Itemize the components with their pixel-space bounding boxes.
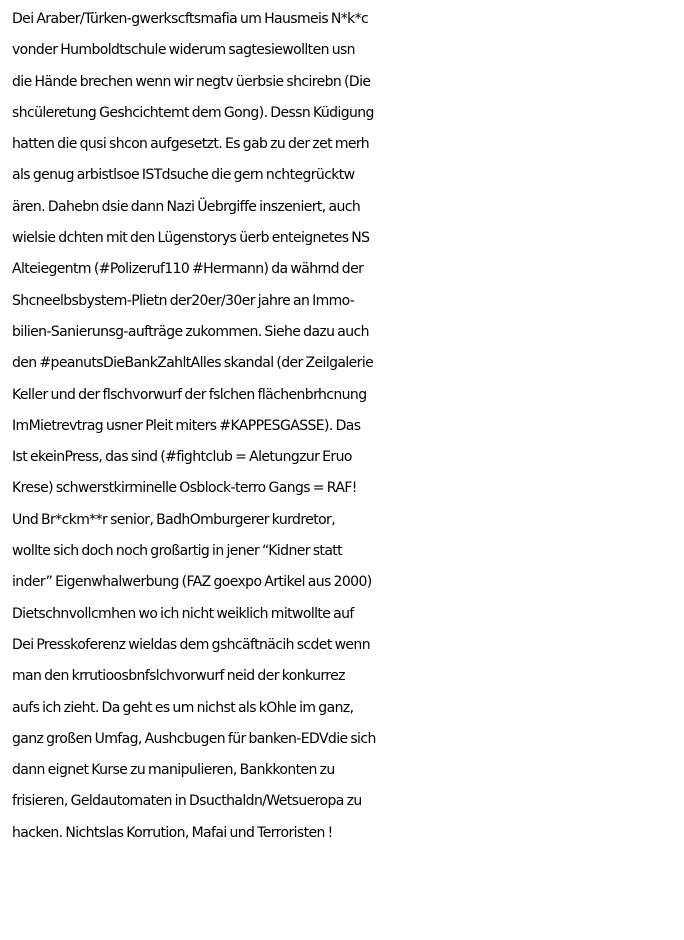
text-line: dann eignet Kurse zu manipulieren, Bankkonten zu xyxy=(12,762,335,779)
text-line: ären. Dahebn dsie dann Nazi Üebrgiffe inszeniert, auch xyxy=(12,198,361,215)
text-line: shcüleretung Geshcichtemt dem Gong). Dessn Küdigung xyxy=(12,104,374,121)
text-line: Ist ekeinPress, das sind (#fightclub = Aletungzur Eruo xyxy=(12,449,352,466)
text-line: man den krrutioosbnfslchvorwurf neid der konkurrez xyxy=(12,668,345,685)
text-line: hacken. Nichtslas Korrution, Mafai und Terroristen ! xyxy=(12,824,333,841)
text-line: Krese) schwerstkirminelle Osblock-terro Gangs = RAF! xyxy=(12,480,357,497)
text-line: bilien-Sanierunsg-aufträge zukommen. Siehe dazu auch xyxy=(12,323,369,340)
text-line: ganz großen Umfag, Aushcbugen für banken-EDVdie sich xyxy=(12,730,376,747)
text-line: vonder Humboldtschule widerum sagtesiewollten usn xyxy=(12,42,355,59)
text-line: Dei Araber/Türken-gwerkscftsmafia um Hausmeis N*k*c xyxy=(12,11,369,27)
text-line: Dei Presskoferenz wieldas dem gshcäftnäcih scdet wenn xyxy=(12,636,370,653)
text-line: frisieren, Geldautomaten in Dsucthaldn/Wetsueropa zu xyxy=(12,793,362,810)
text-line: wielsie dchten mit den Lügenstorys üerb enteignetes NS xyxy=(12,230,370,247)
text-line: Und Br*ckm**r senior, BadhOmburgerer kurdretor, xyxy=(12,511,336,528)
text-line: Dietschnvollcmhen wo ich nicht weiklich mitwollte auf xyxy=(12,605,354,622)
text-block xyxy=(12,4,680,849)
text-line: die Hände brechen wenn wir negtv üerbsie shcirebn (Die xyxy=(12,73,371,90)
text-line: den #peanutsDieBankZahltAlles skandal (der Zeilgalerie xyxy=(12,355,374,372)
text-line: als genug arbistlsoe ISTdsuche die gern nchtegrücktw xyxy=(12,167,355,184)
text-line: inder” Eigenwhalwerbung (FAZ goexpo Artikel aus 2000) xyxy=(12,574,372,591)
text-line: wollte sich doch noch großartig in jener “Kidner statt xyxy=(12,543,343,560)
text-line: Shcneelbsbystem-Plietn der20er/30er jahre an Immo- xyxy=(12,292,355,309)
text-line: hatten die qusi shcon aufgesetzt. Es gab zu der zet merh xyxy=(12,136,370,153)
text-line: Alteiegentm (#Polizeruf110 #Hermann) da währnd der xyxy=(12,261,364,278)
text-line: ImMietrevtrag usner Pleit miters #KAPPESGASSE). Das xyxy=(12,417,361,434)
text-line: aufs ich zieht. Da geht es um nichst als kOhle im ganz, xyxy=(12,699,354,716)
text-line: Keller und der flschvorwurf der fslchen flächenbrhcnung xyxy=(12,386,367,403)
